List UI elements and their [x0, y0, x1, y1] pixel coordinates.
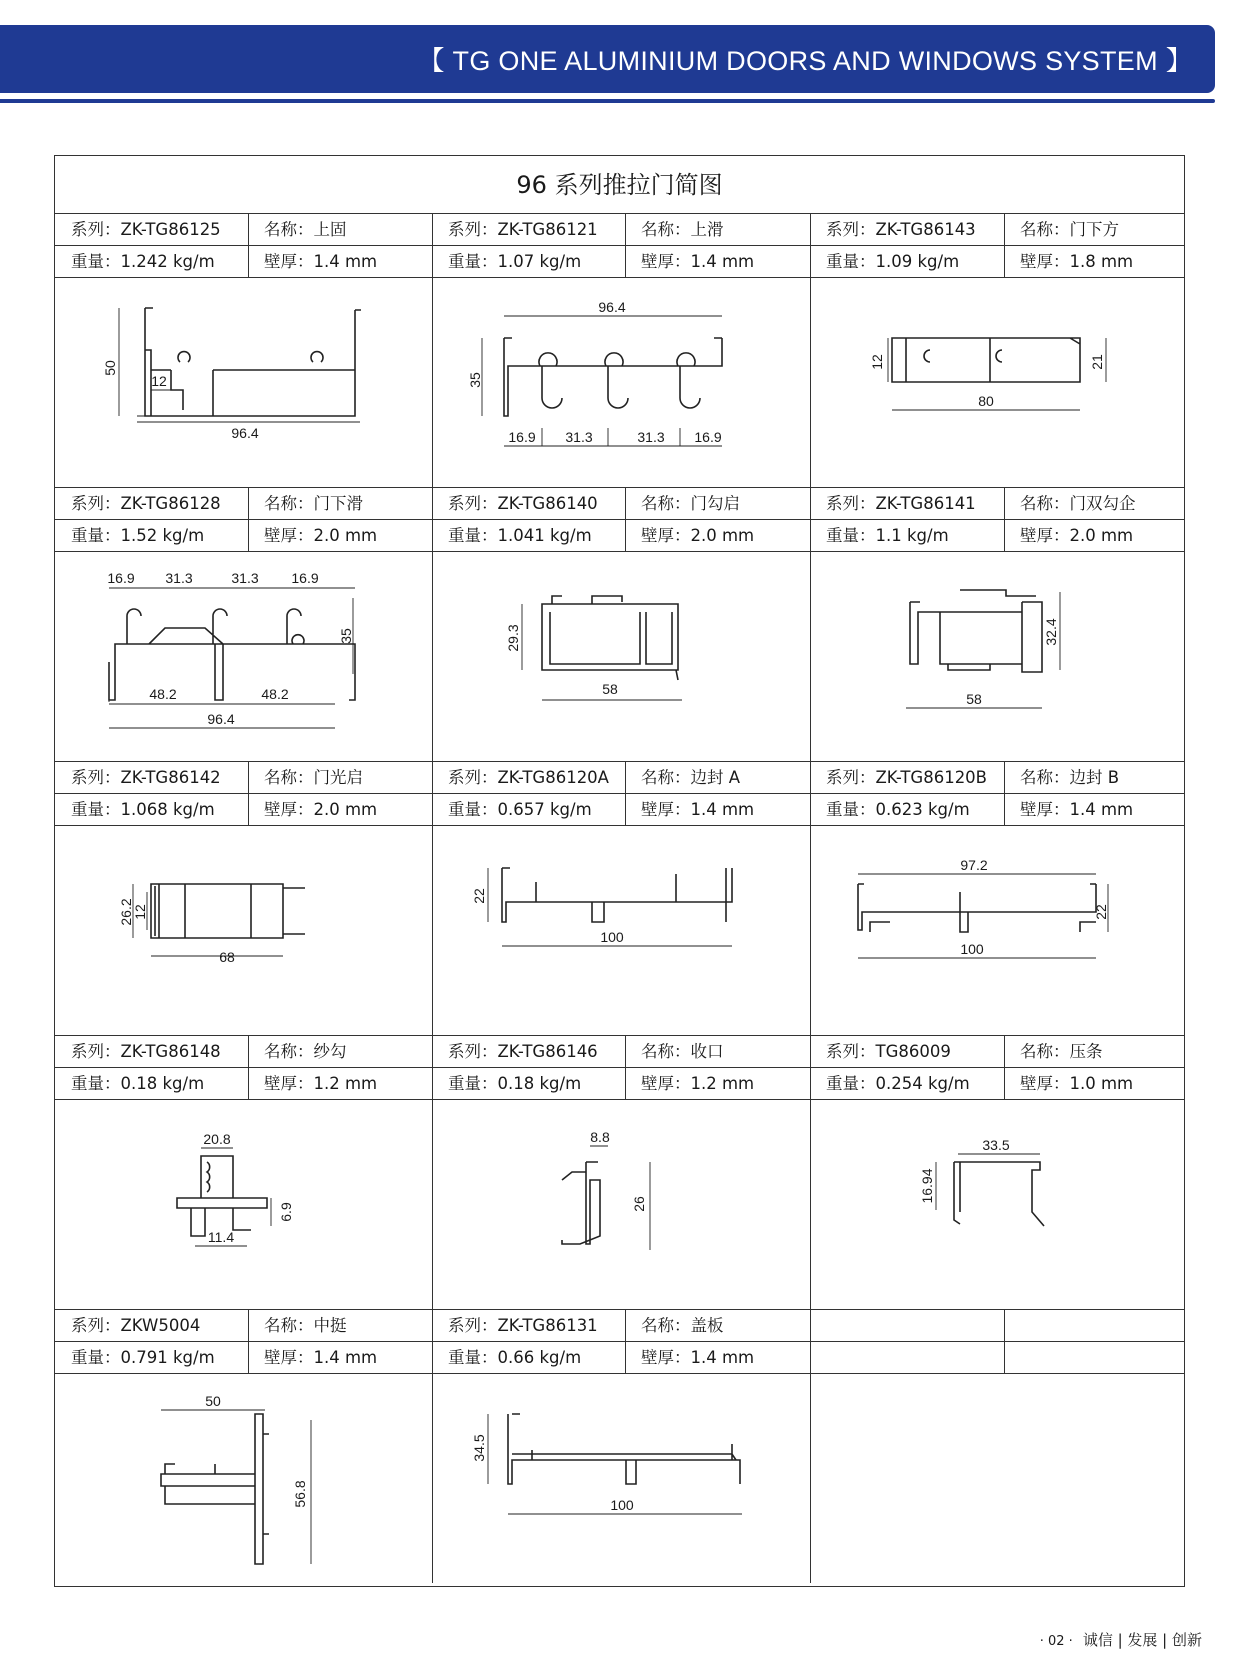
- spec-name: 名称：门勾启: [641, 494, 740, 513]
- spec-thickness: 壁厚：1.8 mm: [1020, 252, 1134, 271]
- dimension-label: 48.2: [261, 686, 289, 702]
- spec-name: 名称：门双勾企: [1020, 494, 1136, 513]
- profile-drawing: [810, 826, 1186, 1034]
- dimension-label: 100: [600, 929, 624, 945]
- drawing-row: [55, 278, 1184, 488]
- dimension-label: 50: [102, 360, 118, 376]
- dimension-label: 29.3: [505, 624, 521, 652]
- dimension-label: 31.3: [231, 570, 259, 586]
- spec-thickness: 壁厚：1.4 mm: [264, 252, 378, 271]
- profile-section-svg: [810, 552, 1187, 760]
- dimension-label: 20.8: [203, 1131, 231, 1147]
- profile-section-svg: [55, 1374, 432, 1582]
- spec-name: 名称：门光启: [264, 768, 363, 787]
- dimension-label: 11.4: [207, 1229, 235, 1245]
- spec-weight: [810, 1342, 1004, 1374]
- spec-weight: 重量：0.18 kg/m: [448, 1074, 582, 1093]
- cell-divider: [248, 794, 249, 826]
- spec-name: 名称：边封 A: [641, 768, 741, 787]
- profile-outline: [177, 1156, 267, 1236]
- banner-title: 【 TG ONE ALUMINIUM DOORS AND WINDOWS SYSTEM 】: [417, 46, 1193, 76]
- cell-divider: [625, 214, 626, 246]
- dimension-label: 100: [610, 1497, 634, 1513]
- profile-section-svg: [810, 826, 1187, 1034]
- spec-series: 系列：ZK-TG86143: [826, 220, 976, 239]
- spec-row-series: [55, 1310, 1184, 1342]
- profile-section-svg: [55, 278, 432, 486]
- banner-underline: [0, 99, 1215, 103]
- dimension-label: 16.94: [919, 1168, 935, 1204]
- spec-row-series: [55, 1036, 1184, 1068]
- dimension-label: 16.9: [107, 570, 135, 586]
- cell-divider: [1004, 794, 1005, 826]
- spec-weight: 重量：1.09 kg/m: [826, 252, 960, 271]
- profile-section-svg: [55, 552, 432, 760]
- profile-section-svg: [55, 826, 432, 1034]
- spec-name: 名称：盖板: [641, 1316, 724, 1335]
- spec-series: 系列：ZK-TG86146: [448, 1042, 598, 1061]
- spec-series: [810, 1310, 1004, 1342]
- profile-outline: [910, 590, 1042, 672]
- dimension-label: 31.3: [565, 429, 593, 445]
- cell-divider: [625, 520, 626, 552]
- spec-weight: 重量：0.66 kg/m: [448, 1348, 582, 1367]
- spec-weight: 重量：1.041 kg/m: [448, 526, 592, 545]
- profile-drawing: [432, 1100, 810, 1308]
- profile-outline: [109, 609, 355, 700]
- dimension-label: 32.4: [1043, 618, 1059, 646]
- cell-divider: [1004, 1036, 1005, 1068]
- dimension-label: 12: [151, 373, 167, 389]
- profile-section-svg: [432, 278, 809, 486]
- spec-thickness: 壁厚：1.4 mm: [641, 800, 755, 819]
- spec-series: 系列：ZK-TG86142: [71, 768, 221, 787]
- spec-thickness: [1004, 1342, 1186, 1374]
- spec-name: 名称：上滑: [641, 220, 724, 239]
- profile-outline: [502, 868, 732, 922]
- spec-row-weight: [55, 246, 1184, 278]
- dimension-label: 21: [1089, 354, 1105, 370]
- spec-series: 系列：ZK-TG86120B: [826, 768, 988, 787]
- spec-name: [1004, 1310, 1186, 1342]
- spec-name: 名称：纱勾: [264, 1042, 347, 1061]
- profile-outline: [508, 1414, 740, 1484]
- spec-row-weight: [55, 794, 1184, 826]
- spec-series: 系列：ZKW5004: [71, 1316, 201, 1335]
- spec-thickness: 壁厚：1.4 mm: [1020, 800, 1134, 819]
- drawing-row: [55, 826, 1184, 1036]
- dimension-label: 35: [338, 628, 354, 644]
- cell-divider: [1004, 1068, 1005, 1100]
- dimension-label: 22: [471, 888, 487, 904]
- dimension-label: 56.8: [292, 1480, 308, 1508]
- dimension-label: 12: [132, 904, 148, 920]
- cell-divider: [248, 214, 249, 246]
- dimension-label: 26.2: [118, 898, 134, 926]
- profile-drawing: [55, 1374, 432, 1582]
- profile-drawing: [432, 826, 810, 1034]
- profile-outline: [954, 1162, 1044, 1226]
- profile-section-svg: [55, 1100, 432, 1308]
- spec-thickness: 壁厚：1.2 mm: [264, 1074, 378, 1093]
- profile-drawing: [55, 1100, 432, 1308]
- profile-drawing: [810, 1100, 1186, 1308]
- cell-divider: [1004, 762, 1005, 794]
- dimension-label: 58: [602, 681, 618, 697]
- spec-series: 系列：TG86009: [826, 1042, 951, 1061]
- spec-weight: 重量：0.18 kg/m: [71, 1074, 205, 1093]
- cell-divider: [248, 1310, 249, 1342]
- cell-divider: [248, 1068, 249, 1100]
- spec-name: 名称：门下方: [1020, 220, 1119, 239]
- profile-section-svg: [810, 278, 1187, 486]
- dimension-label: 16.9: [694, 429, 722, 445]
- profile-outline: [542, 596, 678, 680]
- dimension-label: 34.5: [471, 1434, 487, 1462]
- spec-row-weight: [55, 1068, 1184, 1100]
- profile-drawing: [810, 278, 1186, 486]
- page-footer: [1040, 1629, 1202, 1650]
- spec-thickness: 壁厚：2.0 mm: [264, 526, 378, 545]
- spec-row-series: [55, 214, 1184, 246]
- cell-divider: [248, 488, 249, 520]
- spec-thickness: 壁厚：2.0 mm: [264, 800, 378, 819]
- spec-series: 系列：ZK-TG86121: [448, 220, 598, 239]
- spec-weight: 重量：1.242 kg/m: [71, 252, 215, 271]
- profile-drawing: [810, 1374, 1186, 1582]
- dimension-label: 96.4: [207, 711, 235, 727]
- profile-drawing: [432, 552, 810, 760]
- dimension-label: 12: [869, 354, 885, 370]
- dimension-label: 48.2: [149, 686, 177, 702]
- spec-thickness: 壁厚：1.2 mm: [641, 1074, 755, 1093]
- profile-section-svg: [432, 552, 809, 760]
- cell-divider: [625, 1342, 626, 1374]
- spec-thickness: 壁厚：1.4 mm: [641, 1348, 755, 1367]
- cell-divider: [1004, 520, 1005, 552]
- profile-catalog-table: [54, 155, 1185, 1587]
- spec-row-weight: [55, 520, 1184, 552]
- dimension-label: 35: [467, 372, 483, 388]
- dimension-label: 22: [1093, 904, 1109, 920]
- spec-thickness: 壁厚：1.0 mm: [1020, 1074, 1134, 1093]
- profile-outline: [161, 1414, 269, 1564]
- profile-outline: [892, 338, 1080, 382]
- cell-divider: [248, 762, 249, 794]
- spec-thickness: 壁厚：1.4 mm: [641, 252, 755, 271]
- dimension-label: 31.3: [165, 570, 193, 586]
- cell-divider: [1004, 1310, 1005, 1342]
- cell-divider: [1004, 1342, 1005, 1374]
- footer-slogan: 诚信 | 发展 | 创新: [1082, 1631, 1202, 1649]
- header-banner: [0, 25, 1215, 93]
- cell-divider: [248, 1342, 249, 1374]
- dimension-label: 100: [960, 941, 984, 957]
- dimension-label: 31.3: [637, 429, 665, 445]
- spec-name: 名称：门下滑: [264, 494, 363, 513]
- drawing-row: [55, 1374, 1184, 1584]
- cell-divider: [625, 488, 626, 520]
- spec-series: 系列：ZK-TG86131: [448, 1316, 598, 1335]
- dimension-label: 58: [966, 691, 982, 707]
- cell-divider: [625, 794, 626, 826]
- dimension-label: 8.8: [590, 1129, 610, 1145]
- cell-divider: [1004, 488, 1005, 520]
- dimension-label: 16.9: [291, 570, 319, 586]
- drawing-row: [55, 552, 1184, 762]
- profile-outline: [858, 884, 1096, 932]
- profile-outline: [151, 884, 305, 938]
- spec-weight: 重量：1.1 kg/m: [826, 526, 949, 545]
- cell-divider: [248, 1036, 249, 1068]
- profile-drawing: [55, 552, 432, 760]
- profile-section-svg: [432, 826, 809, 1034]
- spec-series: 系列：ZK-TG86148: [71, 1042, 221, 1061]
- spec-name: 名称：收口: [641, 1042, 724, 1061]
- spec-thickness: 壁厚：2.0 mm: [1020, 526, 1134, 545]
- profile-section-svg: [810, 1100, 1187, 1308]
- spec-series: 系列：ZK-TG86128: [71, 494, 221, 513]
- dimension-label: 16.9: [508, 429, 536, 445]
- spec-name: 名称：中挺: [264, 1316, 347, 1335]
- spec-series: 系列：ZK-TG86140: [448, 494, 598, 513]
- profile-outline: [562, 1162, 600, 1244]
- spec-thickness: 壁厚：2.0 mm: [641, 526, 755, 545]
- page-number: · 02 ·: [1039, 1634, 1073, 1649]
- dimension-label: 33.5: [982, 1137, 1010, 1153]
- profile-section-svg: [432, 1100, 809, 1308]
- cell-divider: [248, 520, 249, 552]
- cell-divider: [248, 246, 249, 278]
- profile-drawing: [55, 826, 432, 1034]
- dimension-label: 80: [978, 393, 994, 409]
- drawing-row: [55, 1100, 1184, 1310]
- cell-divider: [625, 246, 626, 278]
- cell-divider: [625, 762, 626, 794]
- profile-drawing: [432, 1374, 810, 1582]
- spec-row-series: [55, 488, 1184, 520]
- spec-weight: 重量：1.068 kg/m: [71, 800, 215, 819]
- spec-weight: 重量：0.657 kg/m: [448, 800, 592, 819]
- spec-thickness: 壁厚：1.4 mm: [264, 1348, 378, 1367]
- spec-series: 系列：ZK-TG86141: [826, 494, 976, 513]
- spec-weight: 重量：0.254 kg/m: [826, 1074, 970, 1093]
- cell-divider: [625, 1068, 626, 1100]
- dimension-label: 97.2: [960, 857, 988, 873]
- profile-drawing: [810, 552, 1186, 760]
- cell-divider: [1004, 246, 1005, 278]
- spec-weight: 重量：0.623 kg/m: [826, 800, 970, 819]
- dimension-label: 96.4: [598, 299, 626, 315]
- dimension-label: 50: [205, 1393, 221, 1409]
- cell-divider: [625, 1036, 626, 1068]
- spec-row-weight: [55, 1342, 1184, 1374]
- spec-weight: 重量：1.07 kg/m: [448, 252, 582, 271]
- spec-name: 名称：压条: [1020, 1042, 1103, 1061]
- profile-section-svg: [432, 1374, 809, 1582]
- spec-weight: 重量：0.791 kg/m: [71, 1348, 215, 1367]
- spec-name: 名称：边封 B: [1020, 768, 1120, 787]
- dimension-label: 96.4: [231, 425, 259, 441]
- cell-divider: [1004, 214, 1005, 246]
- spec-series: 系列：ZK-TG86120A: [448, 768, 609, 787]
- profile-drawing: [432, 278, 810, 486]
- catalog-title: 96 系列推拉门简图: [55, 156, 1184, 214]
- spec-weight: 重量：1.52 kg/m: [71, 526, 205, 545]
- spec-row-series: [55, 762, 1184, 794]
- cell-divider: [625, 1310, 626, 1342]
- dimension-label: 26: [631, 1196, 647, 1212]
- profile-outline: [145, 308, 361, 416]
- profile-outline: [504, 338, 722, 416]
- dimension-label: 6.9: [278, 1202, 294, 1222]
- spec-series: 系列：ZK-TG86125: [71, 220, 221, 239]
- profile-drawing: [55, 278, 432, 486]
- spec-name: 名称：上固: [264, 220, 347, 239]
- dimension-label: 68: [219, 949, 235, 965]
